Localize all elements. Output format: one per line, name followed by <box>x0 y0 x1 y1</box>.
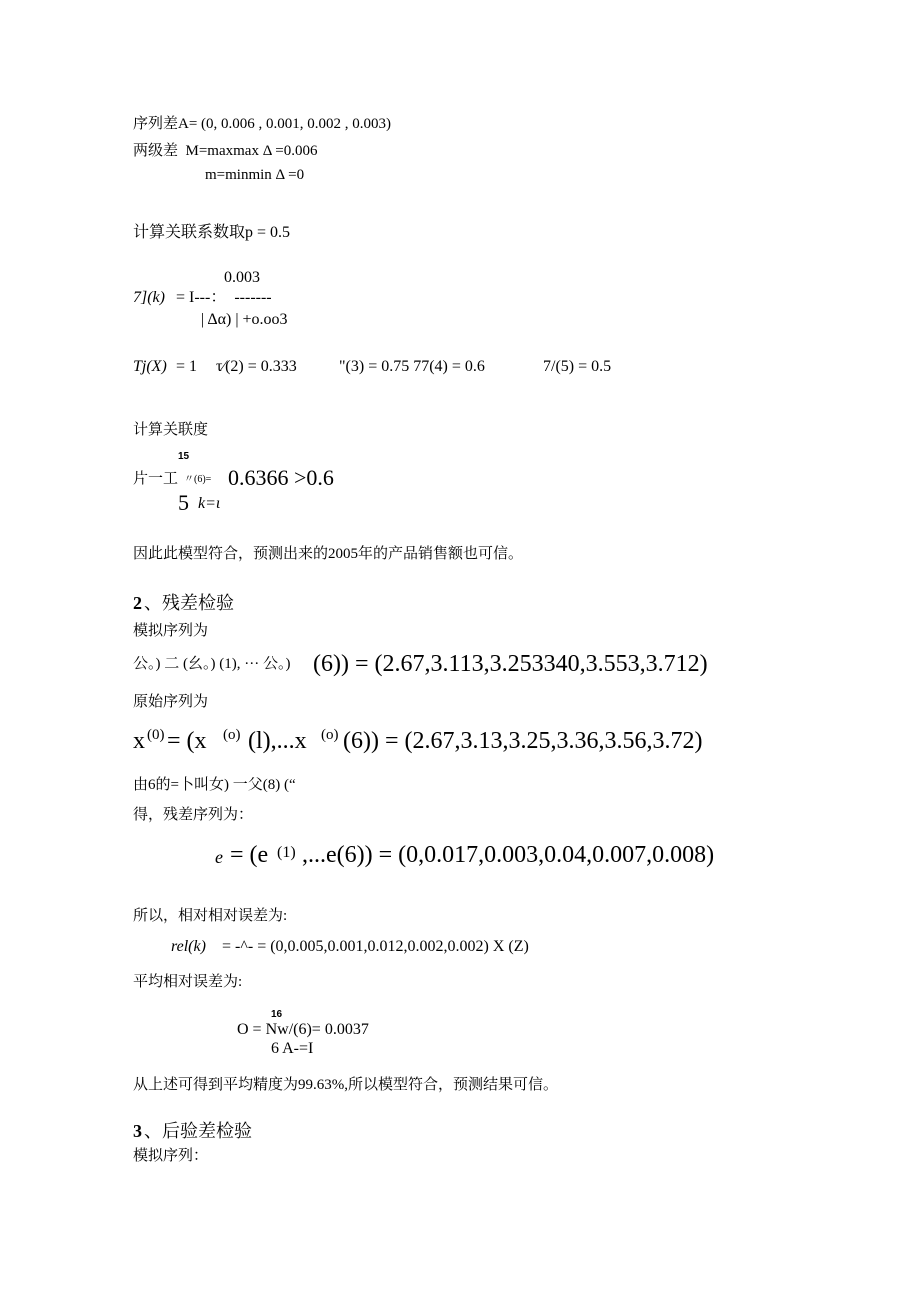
section-3-number: 3 <box>133 1121 142 1141</box>
rho-coefficient-line: 计算关联系数取p = 0.5 <box>133 224 291 241</box>
original-sequence-label: 原始序列为 <box>133 694 209 710</box>
relevancy-mid: 〃(6)= <box>184 474 212 485</box>
average-sum-top: 16 <box>271 1009 283 1020</box>
relevancy-title: 计算关联度 <box>133 422 209 438</box>
orig-x: x <box>133 728 145 754</box>
section-3-title: 、后验差检验 <box>144 1121 252 1141</box>
orig-mid: (l),...x <box>248 728 307 754</box>
conclusion-line: 因此此模型符合，预测出来的2005年的产品销售额也可信。 <box>133 546 524 562</box>
residual-sup: (1) <box>277 844 296 861</box>
relevancy-sum-bottom-sub: k=ι <box>198 495 221 512</box>
residual-sequence-label: 得，残差序列为： <box>133 807 254 823</box>
relevancy-left: 片一工 <box>133 471 179 487</box>
section-3-simulated-label: 模拟序列： <box>133 1148 209 1164</box>
eta-numerator: 0.003 <box>224 269 260 286</box>
residual-e: e <box>215 847 223 867</box>
eta-denominator: | Δα) | +o.oo3 <box>201 311 288 328</box>
section-2-title: 、残差检验 <box>144 593 234 613</box>
simulated-sequence-label: 模拟序列为 <box>133 623 209 639</box>
average-relative-error-label: 平均相对误差为: <box>133 974 243 990</box>
simulated-sequence-values: (6)) = (2.67,3.113,3.253340,3.553,3.712) <box>313 651 708 677</box>
min-level-difference: m=minmin Δ =0 <box>205 167 305 183</box>
two-level-difference: 两级差 M=maxmax Δ =0.006 <box>133 143 318 159</box>
simulated-sequence-prefix: 公。) 二 (幺。) (1), ··· 公。) <box>133 656 291 672</box>
eta-value-3: "(3) = 0.75 77(4) = 0.6 <box>339 358 485 375</box>
relative-error-values: = -^- = (0,0.005,0.001,0.012,0.002,0.002) X (Z) <box>222 938 529 955</box>
average-precision-conclusion: 从上述可得到平均精度为99.63%,所以模型符合，预测结果可信。 <box>133 1077 558 1093</box>
sequence-difference: 序列差A= (0, 0.006 , 0.001, 0.002 , 0.003) <box>133 116 392 132</box>
eta-left: 7](k) <box>133 289 165 306</box>
derivation-line: 由6的=卜叫女) 一父(8) (“ <box>133 777 296 793</box>
section-2-number: 2 <box>133 593 142 613</box>
orig-values: (6)) = (2.67,3.13,3.25,3.36,3.56,3.72) <box>343 728 703 754</box>
relevancy-value: 0.6366 >0.6 <box>228 465 334 490</box>
relevancy-sum-bottom-num: 5 <box>178 490 189 515</box>
average-value: O = Nw/(6)= 0.0037 <box>237 1021 369 1038</box>
eta-value-4: 7/(5) = 0.5 <box>543 358 612 375</box>
residual-open: = (e <box>230 842 269 868</box>
eta-value-2: τ⁄(2) = 0.333 <box>216 358 297 375</box>
orig-open: = (x <box>167 728 207 754</box>
residual-values: ,...e(6)) = (0,0.017,0.003,0.04,0.007,0.008) <box>302 842 715 868</box>
average-sum-bottom: 6 A-=I <box>271 1040 314 1057</box>
eta-middle: = I---： ------- <box>176 289 272 306</box>
relative-error-label: rel(k) <box>171 938 206 955</box>
orig-sup-1: (0) <box>147 727 165 743</box>
orig-sup-3: (o) <box>321 727 339 743</box>
relative-error-intro: 所以，相对相对误差为: <box>133 908 288 924</box>
relevancy-sum-top: 15 <box>178 451 190 462</box>
eta-value-1-label: Tj(X) <box>133 358 167 375</box>
orig-sup-2: (o) <box>223 727 241 743</box>
eta-value-1: = 1 <box>176 358 198 375</box>
